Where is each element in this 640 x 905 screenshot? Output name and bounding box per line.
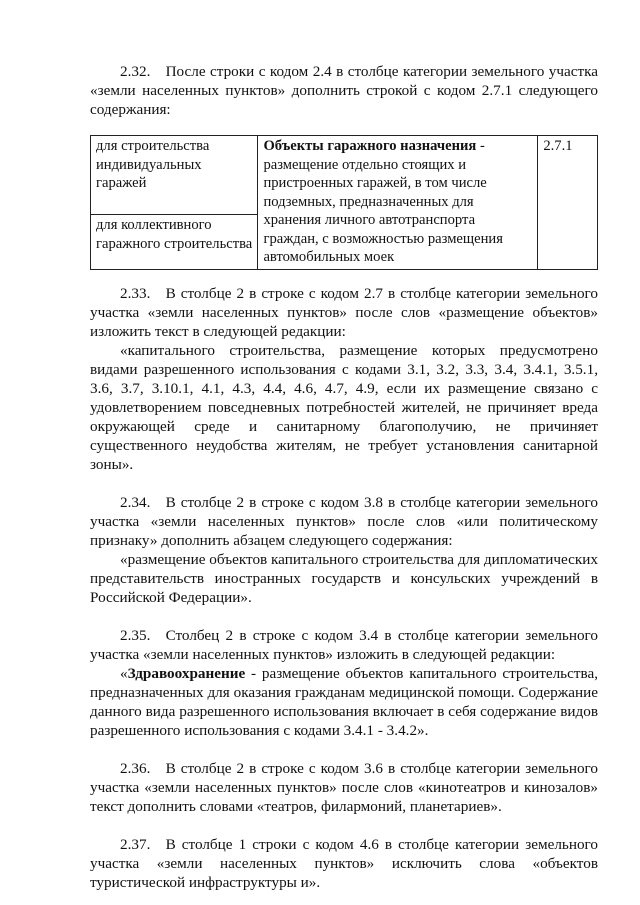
table-row [91,136,598,215]
paragraph-2-35: 2.35. Столбец 2 в строке с кодом 3.4 в столбце категории земельного участка «земли населенных пунктов» изложить в следующей редакции: [90,626,598,663]
table-cell-description-title: Объекты гаражного назначения [263,138,477,154]
spacer [90,474,598,493]
spacer [90,740,598,759]
paragraph-2-37: 2.37. В столбце 1 строки с кодом 4.6 в столбце категории земельного участка «земли населенных пунктов» исключить слова «объектов туристической инфраструктуры и». [90,835,598,891]
paragraph-2-35-quote [90,664,598,740]
table-cell-code: 2.7.1 [538,136,598,270]
paragraph-2-36: 2.36. В столбце 2 в строке с кодом 3.6 в столбце категории земельного участка «земли населенных пунктов» после слов «кинотеатров и кинозалов» текст дополнить словами «театров, филармоний, планетариев». [90,759,598,815]
quote-rest: - размещение объектов капитального строительства, предназначенных для оказания гражданам медицинской помощи. Содержание данного вида разрешенного использования включает в себя содержание видов разрешенного использования с кодами 3.4.1 - 3.4.2». [90,664,598,739]
document-page [90,62,598,892]
quote-bold-term: Здравоохранение [127,664,246,682]
paragraph-2-34: 2.34. В столбце 2 в строке с кодом 3.8 в столбце категории земельного участка «земли населенных пунктов» после слов «или политическому признаку» дополнить абзацем следующего содержания: [90,493,598,549]
table-cell-use-individual: для строительства индивидуальных гаражей [91,136,258,215]
table-cell-use-collective: для коллективного гаражного строительства [91,215,258,269]
table-cell-description-text: - размещение отдельно стоящих и пристроенных гаражей, в том числе подземных, предназначенных для хранения личного автотранспорта граждан, с возможностью размещения автомобильных моек [263,138,503,265]
table-cell-description [258,136,538,270]
quote-open: « [120,664,128,682]
paragraph-2-34-quote: «размещение объектов капитального строительства для дипломатических представительств иностранных государств и консульских учреждений в Российской Федерации». [90,550,598,606]
paragraph-2-33: 2.33. В столбце 2 в строке с кодом 2.7 в столбце категории земельного участка «земли населенных пунктов» после слов «размещение объектов» изложить текст в следующей редакции: [90,284,598,340]
paragraph-2-33-quote: «капитального строительства, размещение которых предусмотрено видами разрешенного использования с кодами 3.1, 3.2, 3.3, 3.4, 3.4.1, 3.5.1, 3.6, 3.7, 3.10.1, 4.1, 4.3, 4.4, 4.6, 4.7, 4.9, если их размещение связано с удовлетворением повседневных потребностей жителей, не причиняет вреда окружающей среде и санитарному благополучию, не причиняет существенного неудобства жителям, не требует установления санитарной зоны». [90,341,598,473]
spacer [90,607,598,626]
paragraph-2-32: 2.32. После строки с кодом 2.4 в столбце категории земельного участка «земли населенных пунктов» дополнить строкой с кодом 2.7.1 следующего содержания: [90,63,598,118]
spacer [90,816,598,835]
garage-table [90,135,598,270]
